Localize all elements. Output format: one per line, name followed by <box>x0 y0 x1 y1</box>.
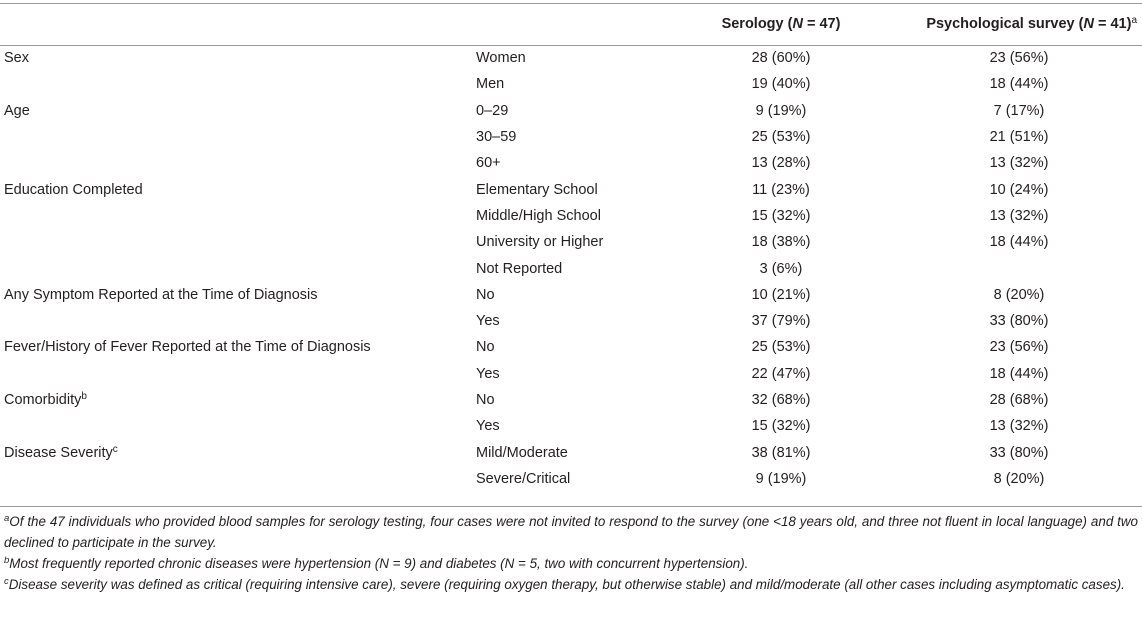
cell-serology: 15 (32%) <box>751 207 811 224</box>
cell-survey: 8 (20%) <box>993 286 1045 303</box>
cell-variable <box>0 124 476 150</box>
cell-category: Middle/High School <box>476 207 601 224</box>
header-serology-value: = 47) <box>802 16 841 32</box>
header-survey-sup: a <box>1131 15 1137 26</box>
cell-variable <box>0 176 476 202</box>
cell-serology: 10 (21%) <box>751 286 811 303</box>
cell-survey: 28 (68%) <box>989 392 1049 408</box>
cell-variable <box>0 308 476 334</box>
cell-category: Not Reported <box>476 260 563 277</box>
cell-serology: 32 (68%) <box>751 392 811 408</box>
footnote <box>4 511 1138 553</box>
cell-category: 0–29 <box>476 102 509 119</box>
table-row <box>0 466 1142 492</box>
cell-survey: 7 (17%) <box>993 102 1045 119</box>
cell-survey: 13 (32%) <box>989 418 1049 435</box>
table-row <box>0 308 1142 334</box>
cell-survey: 23 (56%) <box>989 50 1049 67</box>
variable-label: Disease Severity <box>4 444 113 461</box>
variable-label: Any Symptom Reported at the Time of Diagnosis <box>4 286 318 303</box>
cell-survey: 13 (32%) <box>989 207 1049 224</box>
cell-survey: 18 (44%) <box>989 234 1049 251</box>
cell-serology: 3 (6%) <box>759 260 803 277</box>
table-row <box>0 124 1142 150</box>
header-survey-n: N <box>1083 16 1094 32</box>
table-row <box>0 439 1142 465</box>
cell-serology: 18 (38%) <box>751 234 811 251</box>
cell-variable <box>0 439 476 465</box>
cell-survey: 8 (20%) <box>993 470 1045 487</box>
cell-variable <box>0 466 476 492</box>
table-row <box>0 387 1142 413</box>
cell-variable <box>0 255 476 281</box>
header-survey-value: = 41) <box>1093 16 1132 32</box>
variable-label: Age <box>4 102 30 119</box>
cell-variable <box>0 387 476 413</box>
cell-category: Yes <box>476 313 500 330</box>
header-serology-label: Serology ( <box>721 16 793 32</box>
cell-category: Elementary School <box>476 181 598 198</box>
cell-variable <box>0 413 476 439</box>
footnote-marker: c <box>4 576 9 587</box>
cell-serology: 37 (79%) <box>751 313 811 330</box>
cell-serology: 9 (19%) <box>755 102 807 119</box>
cell-category: 60+ <box>476 155 501 172</box>
cell-category: Men <box>476 76 505 93</box>
header-survey-label: Psychological survey ( <box>926 16 1084 32</box>
footnote-text: Disease severity was defined as critical (requiring intensive care), severe (requiring oxygen therapy, but otherwise stable) and mild/moderate (all other cases including asymptomatic cases). <box>8 577 1125 592</box>
cell-variable <box>0 361 476 387</box>
variable-footnote-marker: c <box>112 443 118 455</box>
cell-serology: 25 (53%) <box>751 339 811 356</box>
cell-serology: 38 (81%) <box>751 444 811 461</box>
table-row <box>0 255 1142 281</box>
cell-category: University or Higher <box>476 234 604 251</box>
cell-serology: 25 (53%) <box>751 129 811 146</box>
header-variable <box>0 3 476 45</box>
cell-survey: 18 (44%) <box>989 365 1049 382</box>
cell-category: 30–59 <box>476 129 517 146</box>
cell-category: No <box>476 339 495 356</box>
cell-variable <box>0 203 476 229</box>
header-survey <box>896 3 1142 45</box>
cell-variable <box>0 150 476 176</box>
cell-survey: 33 (80%) <box>989 313 1049 330</box>
header-row <box>0 3 1142 45</box>
cell-serology: 13 (28%) <box>751 155 811 172</box>
table-body <box>0 45 1142 492</box>
cell-category: No <box>476 286 495 303</box>
table-row <box>0 334 1142 360</box>
footnote <box>4 553 1138 574</box>
cell-serology: 19 (40%) <box>751 76 811 93</box>
table-row <box>0 98 1142 124</box>
table-row <box>0 282 1142 308</box>
cell-variable <box>0 334 476 360</box>
cell-survey: 18 (44%) <box>989 76 1049 93</box>
table-row <box>0 413 1142 439</box>
footnote-text: Of the 47 individuals who provided blood samples for serology testing, four cases were not invited to respond to the survey (one <18 years old, and three not fluent in local language) and two declined to participate in the survey. <box>4 514 1138 550</box>
table-row <box>0 229 1142 255</box>
footnote-text: Most frequently reported chronic diseases were hypertension (N = 9) and diabetes (N = 5, two with concurrent hypertension). <box>9 556 749 571</box>
cell-variable <box>0 45 476 71</box>
header-serology <box>666 3 896 45</box>
table-row <box>0 203 1142 229</box>
cell-category: Mild/Moderate <box>476 444 568 461</box>
bottom-rule <box>0 506 1142 507</box>
cell-category: Yes <box>476 365 500 382</box>
table-row <box>0 361 1142 387</box>
header-serology-n: N <box>792 16 803 32</box>
cell-variable <box>0 71 476 97</box>
cell-variable <box>0 229 476 255</box>
cell-survey: 21 (51%) <box>989 129 1049 146</box>
demographics-table <box>0 3 1142 492</box>
cell-survey <box>896 255 1142 281</box>
table-row <box>0 71 1142 97</box>
variable-label: Comorbidity <box>4 392 82 408</box>
cell-serology: 15 (32%) <box>751 418 811 435</box>
footnote <box>4 574 1138 595</box>
footnotes <box>4 511 1138 595</box>
table-row <box>0 45 1142 71</box>
variable-footnote-marker: b <box>81 391 87 402</box>
variable-label: Education Completed <box>4 181 143 198</box>
header-category <box>476 3 666 45</box>
cell-survey: 10 (24%) <box>989 181 1049 198</box>
cell-survey: 33 (80%) <box>989 444 1049 461</box>
table-row <box>0 150 1142 176</box>
variable-label: Fever/History of Fever Reported at the Time of Diagnosis <box>4 339 371 356</box>
cell-variable <box>0 282 476 308</box>
cell-serology: 11 (23%) <box>752 181 810 198</box>
cell-variable <box>0 98 476 124</box>
cell-serology: 22 (47%) <box>751 365 811 382</box>
footnote-marker: a <box>4 513 10 524</box>
cell-category: Women <box>476 50 526 67</box>
cell-serology: 9 (19%) <box>755 470 807 487</box>
cell-category: Yes <box>476 418 500 435</box>
cell-category: Severe/Critical <box>476 470 571 487</box>
footnote-marker: b <box>4 555 10 566</box>
cell-category: No <box>476 392 495 408</box>
cell-survey: 23 (56%) <box>989 339 1049 356</box>
cell-serology: 28 (60%) <box>751 50 811 67</box>
table-row <box>0 176 1142 202</box>
cell-survey: 13 (32%) <box>989 155 1049 172</box>
variable-label: Sex <box>4 50 29 67</box>
